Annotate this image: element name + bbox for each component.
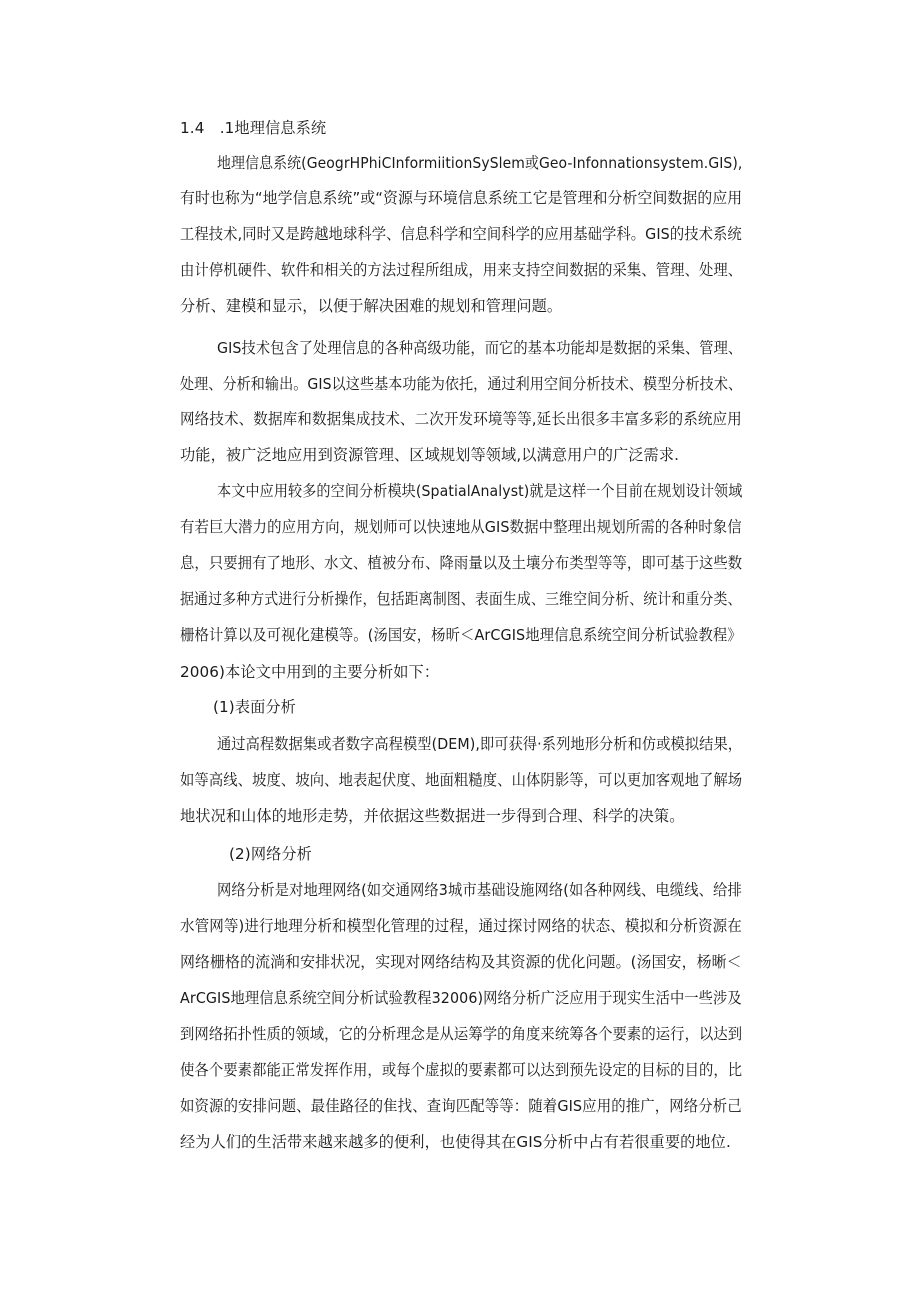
text-line: 息，只要拥有了地形、水文、植被分布、降雨量以及土壤分布类型等等，即可基于这些数 — [180, 554, 743, 572]
text-line: 到网络拓扑性质的领域，它的分析理念是从运筹学的角度来统筹各个要素的运行，以达到 — [180, 1025, 743, 1043]
text-line: 有时也称为“地学信息系统”或“资源与环境信息系统工它是管理和分析空间数据的应用 — [180, 189, 743, 207]
text-line: 分析、建模和显示，以便于解决困难的规划和管理问题。 — [180, 297, 563, 315]
text-line: 由计停机硬件、软件和相关的方法过程所组成，用来支持空间数据的采集、管理、处理、 — [180, 261, 743, 279]
text-line: 如资源的安排问题、最佳路径的隹找、查询匹配等等：随着GIS应用的推广，网络分析己 — [180, 1097, 742, 1115]
text-line: ArCGIS地理信息系统空间分析试验教程32006)网络分析广泛应用于现实生活中一些涉及 — [180, 989, 742, 1007]
subheading: (1)表面分析 — [213, 698, 296, 716]
text-line: 栅格计算以及可视化建模等。(汤国安，杨昕＜ArCGIS地理信息系统空间分析试验教程》 — [180, 626, 742, 644]
subheading: (2)网络分析 — [229, 845, 312, 863]
text-line: 处理、分析和输出。GIS以这些基本功能为依托，通过利用空间分析技术、模型分析技术、 — [180, 375, 743, 393]
text-line: 本文中应用较多的空间分析模块(SpatialAnalyst)就是这样一个目前在规划设计领域 — [217, 482, 743, 500]
section-heading: 1.4 .1地理信息系统 — [180, 119, 327, 137]
text-line: GIS技术包含了处理信息的各种高级功能，而它的基本功能却是数据的采集、管理、 — [217, 339, 743, 357]
text-line: 网络技术、数据库和数据集成技术、二次开发环境等等,延长出很多丰富多彩的系统应用 — [180, 410, 742, 428]
text-line: 网络栅格的流淌和安排状况，实现对网络结构及其资源的优化问题。(汤国安，杨晰＜ — [180, 953, 742, 971]
text-line: 地理信息系统(GeogrHPhiCInformiitionSySlem或Geo-Infonnationsystem.GIS), — [217, 154, 743, 172]
text-line: 如等高线、坡度、坡向、地表起伏度、地面粗糙度、山体阴影等，可以更加客观地了解场 — [180, 771, 743, 789]
text-line: 水管网等)进行地理分析和模型化管理的过程，通过探讨网络的状态、模拟和分析资源在 — [180, 917, 742, 935]
text-line: 网络分析是对地理网络(如交通网络3城市基础设施网络(如各种网线、电缆线、给排 — [217, 881, 742, 899]
text-line: 经为人们的生活带来越来越多的便利，也使得其在GIS分析中占有若很重要的地位. — [180, 1133, 731, 1151]
text-line: 地状况和山体的地形走势，并依据这些数据进一步得到合理、科学的决策。 — [180, 807, 685, 825]
text-line: 有若巨大潜力的应用方向，规划师可以快速地从GIS数据中整理出规划所需的各种时象信 — [180, 518, 742, 536]
text-line: 通过高程数据集或者数字高程模型(DEM),即可获得·系列地形分析和仿或模拟结果， — [217, 735, 743, 753]
text-line: 功能，被广泛地应用到资源管理、区域规划等领域,以满意用户的广泛需求. — [180, 446, 680, 464]
text-line: 使各个要素都能正常发挥作用，或每个虚拟的要素都可以达到预先设定的目标的目的，比 — [180, 1061, 743, 1079]
text-line: 据通过多种方式进行分析操作，包括距离制图、表面生成、三维空间分析、统计和重分类、 — [180, 590, 742, 608]
text-line: 2006)本论文中用到的主要分析如下： — [180, 663, 440, 681]
text-line: 工程技术,同时又是跨越地球科学、信息科学和空间科学的应用基础学科。GIS的技术系统 — [180, 225, 742, 243]
